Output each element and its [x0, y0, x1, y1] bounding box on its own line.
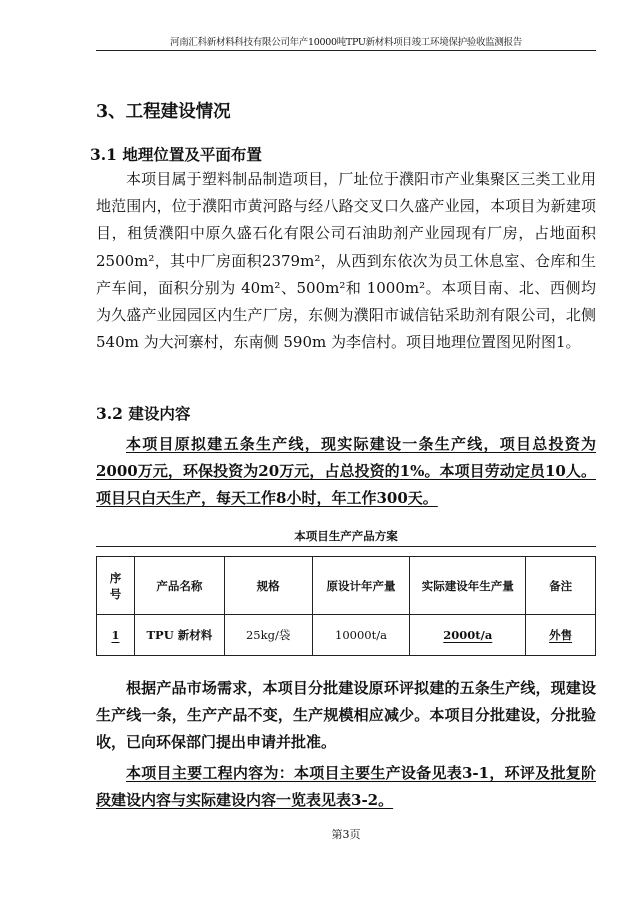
header-cell-actual-output: 实际建设年生产量 — [410, 557, 526, 615]
table-header-row — [97, 557, 596, 615]
cell-designed-output: 10000t/a — [312, 615, 410, 656]
table-row — [97, 615, 596, 656]
page-number: 第3页 — [331, 828, 361, 841]
table-caption: 本项目生产产品方案 — [294, 529, 398, 543]
engineering-content-paragraph: 本项目主要工程内容为：本项目主要生产设备见表3-1，环评及批复阶段建设内容与实际建设内容一览表见表3-2。 — [96, 764, 596, 810]
cell-index: 1 — [97, 615, 135, 656]
cell-remark: 外售 — [526, 615, 596, 656]
header-cell-designed-output: 原设计年产量 — [312, 557, 410, 615]
subsection-heading-construction: 3.2 建设内容 — [96, 404, 191, 423]
header-cell-remark: 备注 — [526, 557, 596, 615]
running-header: 河南汇科新材料科技有限公司年产10000吨TPU新材料项目竣工环境保护验收监测报告 — [170, 37, 522, 48]
header-cell-product-name: 产品名称 — [134, 557, 224, 615]
header-cell-spec: 规格 — [224, 557, 312, 615]
cell-actual-output: 2000t/a — [410, 615, 526, 656]
table-caption-rule — [96, 546, 596, 547]
location-paragraph: 本项目属于塑料制品制造项目，厂址位于濮阳市产业集聚区三类工业用地范围内，位于濮阳市黄河路与经八路交叉口久盛产业园，本项目为新建项目，租赁濮阳中原久盛石化有限公司石油助剂产业园现有厂房，占地面积2500m²，其中厂房面积2379m²，从西到东依次为员工休息室、仓库和生产车间，面积分别为 40m²、500m²和 1000m²。本项目南、北、西侧均为久盛产业园园区内生产厂房，东侧为濮阳市诚信钻采助剂有限公司，北侧 540m 为大河寨村，东南侧 590m 为李信村。项目地理位置图见附图1。 — [96, 170, 596, 352]
header-cell-index: 序号 — [97, 557, 135, 615]
section-heading: 3、工程建设情况 — [96, 102, 231, 122]
batch-construction-paragraph: 根据产品市场需求，本项目分批建设原环评拟建的五条生产线，现建设生产线一条，生产产品不变，生产规模相应减少。本项目分批建设，分批验收，已向环保部门提出申请并批准。 — [96, 679, 596, 752]
cell-product-name: TPU 新材料 — [134, 615, 224, 656]
cell-spec: 25kg/袋 — [224, 615, 312, 656]
product-table — [96, 556, 596, 656]
subsection-heading-location: 3.1 地理位置及平面布置 — [90, 145, 262, 164]
header-rule — [96, 50, 596, 51]
construction-paragraph: 本项目原拟建五条生产线，现实际建设一条生产线，项目总投资为2000万元，环保投资为20万元，占总投资的1%。本项目劳动定员10人。项目只白天生产，每天工作8小时，年工作300天。 — [96, 435, 596, 508]
